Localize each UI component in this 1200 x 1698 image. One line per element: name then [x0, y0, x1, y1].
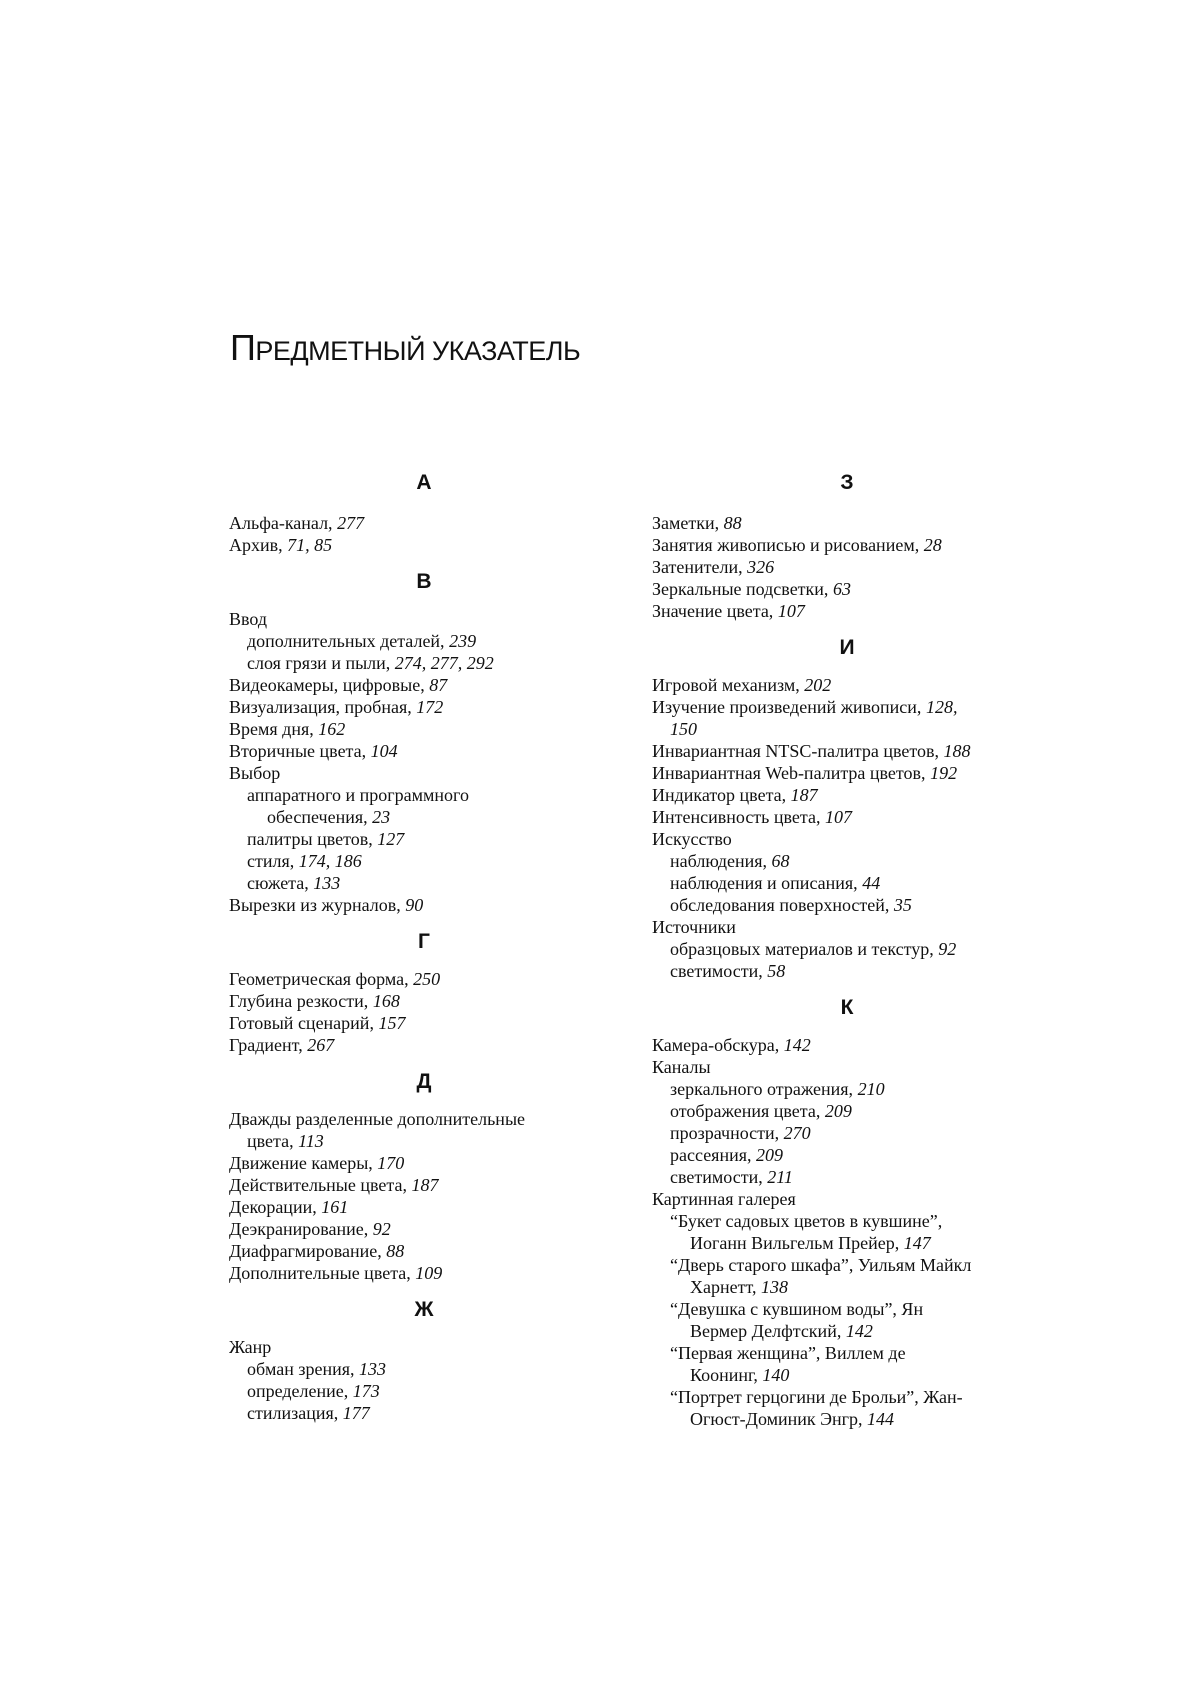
entry-page-numbers: 267 [307, 1035, 335, 1055]
index-entry [229, 1240, 619, 1262]
index-entry [652, 806, 1042, 828]
index-subentry [652, 1166, 1042, 1188]
entry-page-numbers: 88 [386, 1241, 405, 1261]
entry-page-numbers: 211 [767, 1167, 793, 1187]
index-subentry [652, 1320, 1042, 1342]
entry-page-numbers: 92 [938, 939, 957, 959]
entry-page-numbers: 147 [903, 1233, 931, 1253]
index-subentry [229, 630, 619, 652]
index-subentry [652, 718, 1042, 740]
entry-term: Иоганн Вильгельм Прейер, [690, 1233, 904, 1253]
entry-page-numbers: 127 [377, 829, 405, 849]
entry-page-numbers: 133 [359, 1359, 387, 1379]
entry-term: Дополнительные цвета, [229, 1263, 416, 1283]
entry-page-numbers: 188 [943, 741, 971, 761]
entry-page-numbers: 173 [352, 1381, 380, 1401]
index-subentry [229, 850, 619, 872]
entry-page-numbers: 87 [429, 675, 448, 695]
index-section [229, 556, 619, 916]
entry-page-numbers: 133 [313, 873, 341, 893]
entry-term: определение, [247, 1381, 353, 1401]
section-letter: И [839, 636, 855, 659]
entry-term: Инвариантная NTSC-палитра цветов, [652, 741, 944, 761]
index-entry [229, 894, 619, 916]
entry-term: Зеркальные подсветки, [652, 579, 833, 599]
index-subentry [229, 652, 619, 674]
index-entry [652, 1034, 1042, 1056]
index-entry [229, 1012, 619, 1034]
index-subentry [229, 872, 619, 894]
index-subentry [229, 828, 619, 850]
entry-term: Время дня, [229, 719, 319, 739]
index-entry [229, 1196, 619, 1218]
index-entry [229, 968, 619, 990]
entry-page-numbers: 177 [342, 1403, 370, 1423]
entry-page-numbers: 138 [761, 1277, 788, 1297]
entry-term: Затенители, [652, 557, 748, 577]
entry-page-numbers: 150 [670, 719, 697, 739]
index-section [652, 982, 1042, 1430]
entry-page-numbers: 274, 277, 292 [394, 653, 494, 673]
index-entry [652, 534, 1042, 556]
entry-page-numbers: 210 [857, 1079, 885, 1099]
index-section [229, 468, 619, 556]
entry-term: Вермер Делфтский, [690, 1321, 846, 1341]
index-section [229, 1284, 619, 1424]
entry-term: Харнетт, [690, 1277, 761, 1297]
entry-page-numbers: 44 [862, 873, 881, 893]
page-title [230, 328, 580, 371]
entry-page-numbers: 326 [747, 557, 775, 577]
entry-page-numbers: 109 [415, 1263, 443, 1283]
entry-term: Видеокамеры, цифровые, [229, 675, 430, 695]
entry-term: Готовый сценарий, [229, 1013, 379, 1033]
entry-page-numbers: 174, 186 [298, 851, 362, 871]
entry-page-numbers: 88 [723, 513, 742, 533]
entry-page-numbers: 71, 85 [287, 535, 333, 555]
index-subentry [652, 1254, 1042, 1276]
entry-term: зеркального отражения, [670, 1079, 858, 1099]
entry-term: Вторичные цвета, [229, 741, 371, 761]
entry-term: Глубина резкости, [229, 991, 373, 1011]
index-entry [229, 674, 619, 696]
entry-page-numbers: 202 [804, 675, 832, 695]
entry-term: стиля, [247, 851, 299, 871]
index-entry [652, 916, 1042, 938]
index-entry [652, 784, 1042, 806]
entry-page-numbers: 142 [845, 1321, 873, 1341]
entry-term: обеспечения, [267, 807, 373, 827]
entry-page-numbers: 239 [449, 631, 477, 651]
section-letter: К [840, 996, 854, 1019]
entry-term: обман зрения, [247, 1359, 360, 1379]
entry-page-numbers: 140 [762, 1365, 790, 1385]
index-entry [229, 1034, 619, 1056]
entry-term: Огюст-Доминик Энгр, [690, 1409, 868, 1429]
entry-page-numbers: 170 [377, 1153, 405, 1173]
index-entry [652, 696, 1042, 718]
entry-term: Выбор [229, 763, 281, 783]
entry-page-numbers: 58 [767, 961, 786, 981]
entry-term: Индикатор цвета, [652, 785, 791, 805]
entry-term: прозрачности, [670, 1123, 784, 1143]
section-letter: З [840, 471, 854, 494]
entry-page-numbers: 113 [298, 1131, 324, 1151]
index-section [229, 1056, 619, 1284]
index-subentry [652, 1386, 1042, 1408]
index-entry [229, 696, 619, 718]
entry-term: Картинная галерея [652, 1189, 796, 1209]
index-subentry [652, 1276, 1042, 1298]
index-subentry [652, 1342, 1042, 1364]
index-entry [229, 1108, 619, 1130]
entry-page-numbers: 277 [337, 513, 365, 533]
index-subentry [652, 1122, 1042, 1144]
entry-term: Диафрагмирование, [229, 1241, 387, 1261]
index-entry [229, 1174, 619, 1196]
index-subentry [652, 1144, 1042, 1166]
entry-page-numbers: 162 [318, 719, 346, 739]
entry-term: Визуализация, пробная, [229, 697, 417, 717]
index-subentry [652, 872, 1042, 894]
index-entry [229, 1218, 619, 1240]
entry-term: Декорации, [229, 1197, 322, 1217]
entry-term: наблюдения, [670, 851, 772, 871]
section-letter: В [416, 570, 432, 593]
entry-term: Вырезки из журналов, [229, 895, 406, 915]
entry-page-numbers: 161 [321, 1197, 349, 1217]
entry-term: Жанр [229, 1337, 272, 1357]
entry-page-numbers: 28 [923, 535, 942, 555]
index-entry [229, 990, 619, 1012]
index-subentry [652, 1232, 1042, 1254]
entry-term: стилизация, [247, 1403, 343, 1423]
entry-page-numbers: 250 [413, 969, 441, 989]
entry-page-numbers: 270 [783, 1123, 811, 1143]
entry-page-numbers: 172 [416, 697, 444, 717]
entry-term: светимости, [670, 961, 768, 981]
index-subentry [652, 1298, 1042, 1320]
entry-term: слоя грязи и пыли, [247, 653, 395, 673]
entry-term: Инвариантная Web-палитра цветов, [652, 763, 931, 783]
index-entry [229, 512, 619, 534]
entry-term: отображения цвета, [670, 1101, 825, 1121]
index-entry [652, 828, 1042, 850]
index-subentry [652, 850, 1042, 872]
entry-page-numbers: 107 [777, 601, 805, 621]
index-subentry [229, 1380, 619, 1402]
entry-term: Архив, [229, 535, 288, 555]
entry-term: Игровой механизм, [652, 675, 805, 695]
index-entry [652, 578, 1042, 600]
index-column-right [652, 468, 1042, 1430]
entry-page-numbers: 209 [824, 1101, 852, 1121]
index-entry [229, 762, 619, 784]
entry-term: Ввод [229, 609, 268, 629]
index-section [652, 622, 1042, 982]
entry-term: Искусство [652, 829, 732, 849]
entry-page-numbers: 23 [372, 807, 391, 827]
entry-page-numbers: 209 [756, 1145, 784, 1165]
entry-term: Градиент, [229, 1035, 308, 1055]
entry-term: светимости, [670, 1167, 768, 1187]
index-column-left [229, 468, 619, 1424]
entry-page-numbers: 128, [925, 697, 958, 717]
entry-term: дополнительных деталей, [247, 631, 450, 651]
index-entry [652, 556, 1042, 578]
index-subentry [652, 938, 1042, 960]
entry-term: палитры цветов, [247, 829, 378, 849]
entry-page-numbers: 157 [378, 1013, 406, 1033]
index-subentry [652, 1078, 1042, 1100]
entry-term: Значение цвета, [652, 601, 778, 621]
entry-page-numbers: 142 [783, 1035, 811, 1055]
index-entry [652, 740, 1042, 762]
index-section [652, 468, 1042, 622]
index-entry [229, 718, 619, 740]
entry-term: Заметки, [652, 513, 724, 533]
index-section [229, 916, 619, 1056]
index-entry [652, 1188, 1042, 1210]
entry-page-numbers: 192 [930, 763, 958, 783]
section-letter: Д [416, 1070, 432, 1093]
entry-term: образцовых материалов и текстур, [670, 939, 939, 959]
index-subentry [229, 1130, 619, 1152]
entry-term: Каналы [652, 1057, 711, 1077]
entry-term: Действительные цвета, [229, 1175, 412, 1195]
section-letter: Г [418, 930, 430, 953]
entry-page-numbers: 92 [372, 1219, 391, 1239]
entry-page-numbers: 187 [411, 1175, 439, 1195]
entry-page-numbers: 168 [372, 991, 400, 1011]
section-letter: А [416, 471, 432, 494]
entry-term: Дважды разделенные дополнительные [229, 1109, 526, 1129]
entry-page-numbers: 187 [790, 785, 818, 805]
index-entry [652, 762, 1042, 784]
entry-page-numbers: 35 [893, 895, 912, 915]
entry-page-numbers: 104 [370, 741, 398, 761]
entry-page-numbers: 90 [405, 895, 424, 915]
entry-term: аппаратного и программного [247, 785, 469, 805]
entry-term: Коонинг, [690, 1365, 763, 1385]
entry-term: “Девушка с кувшином воды”, Ян [670, 1299, 924, 1319]
index-entry [229, 608, 619, 630]
index-subentry [652, 1210, 1042, 1232]
index-entry [652, 1056, 1042, 1078]
index-subentry [652, 1364, 1042, 1386]
entry-term: сюжета, [247, 873, 314, 893]
page-title-rest: РЕДМЕТНЫЙ УКАЗАТЕЛЬ [255, 336, 581, 366]
entry-term: Интенсивность цвета, [652, 807, 825, 827]
entry-term: Занятия живописью и рисованием, [652, 535, 924, 555]
index-entry [229, 534, 619, 556]
index-entry [229, 1262, 619, 1284]
page-title-initial: П [230, 327, 256, 368]
entry-term: цвета, [247, 1131, 299, 1151]
index-entry [652, 512, 1042, 534]
entry-term: обследования поверхностей, [670, 895, 894, 915]
entry-term: наблюдения и описания, [670, 873, 863, 893]
index-entry [652, 674, 1042, 696]
index-subentry [652, 960, 1042, 982]
entry-term: Камера-обскура, [652, 1035, 784, 1055]
index-entry [652, 600, 1042, 622]
entry-page-numbers: 68 [771, 851, 790, 871]
index-subentry [652, 1100, 1042, 1122]
index-subentry [229, 1358, 619, 1380]
entry-term: Изучение произведений живописи, [652, 697, 926, 717]
entry-term: “Портрет герцогини де Брольи”, Жан- [670, 1387, 963, 1407]
index-entry [229, 1336, 619, 1358]
entry-page-numbers: 107 [824, 807, 852, 827]
entry-term: рассеяния, [670, 1145, 757, 1165]
entry-term: Геометрическая форма, [229, 969, 414, 989]
section-letter: Ж [414, 1298, 434, 1321]
entry-term: “Букет садовых цветов в кувшине”, [670, 1211, 943, 1231]
entry-term: “Дверь старого шкафа”, Уильям Майкл [670, 1255, 972, 1275]
index-subentry [229, 1402, 619, 1424]
index-subentry [652, 1408, 1042, 1430]
entry-page-numbers: 144 [867, 1409, 895, 1429]
index-entry [229, 740, 619, 762]
index-subentry [229, 784, 619, 806]
index-subentry [652, 894, 1042, 916]
index-entry [229, 1152, 619, 1174]
entry-term: “Первая женщина”, Виллем де [670, 1343, 906, 1363]
index-subentry [229, 806, 619, 828]
entry-term: Источники [652, 917, 736, 937]
entry-page-numbers: 63 [832, 579, 851, 599]
entry-term: Деэкранирование, [229, 1219, 373, 1239]
entry-term: Альфа-канал, [229, 513, 338, 533]
entry-term: Движение камеры, [229, 1153, 378, 1173]
